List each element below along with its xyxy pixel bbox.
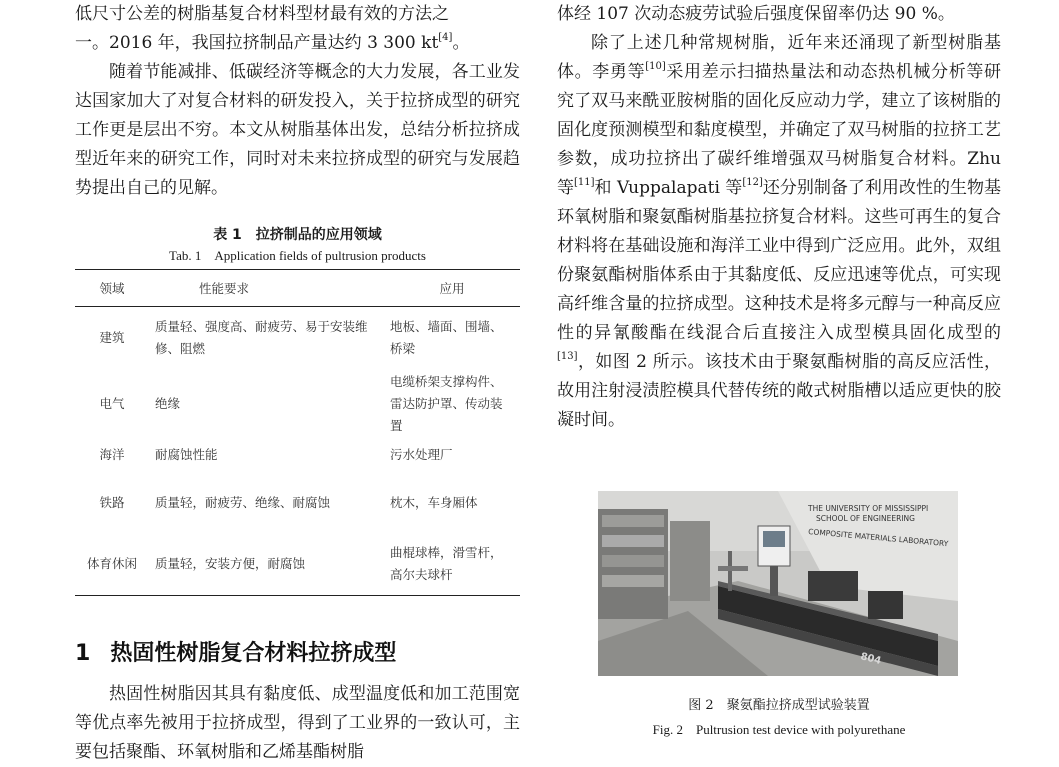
table-cell: 曲棍球棒，滑雪杆，高尔夫球杆 [382, 534, 520, 596]
lab-photo-illustration [598, 491, 958, 676]
paragraph-fatigue-end: 体经 107 次动态疲劳试验后强度保留率仍达 90 %。 [557, 4, 955, 24]
table-cell: 枕木，车身厢体 [390, 494, 478, 510]
citation-ref[interactable]: [11] [574, 177, 595, 188]
right-column [557, 0, 1002, 737]
table-cell: 质量轻、强度高、耐疲劳、易于安装维修、阻燃 [155, 319, 368, 357]
table-row [75, 472, 520, 534]
left-column [75, 0, 520, 762]
citation-ref[interactable]: [13] [557, 351, 578, 362]
table-row [75, 534, 520, 596]
citation-ref[interactable]: [4] [438, 32, 453, 43]
table-cell: 电气 [99, 395, 125, 411]
figure-caption-cn: 图 2 聚氨酯拉挤成型试验装置 [688, 698, 870, 713]
citation-ref[interactable]: [10] [645, 61, 666, 72]
table-cell: 建筑 [99, 330, 125, 346]
table-row [75, 370, 520, 438]
table-cell: 质量轻，安装方便，耐腐蚀 [149, 534, 382, 596]
table-header-row [75, 270, 520, 307]
citation-ref[interactable]: [12] [742, 177, 763, 188]
table-cell: 质量轻，耐疲劳、绝缘、耐腐蚀 [155, 494, 331, 510]
table-header: 性能要求 [149, 270, 382, 307]
table-caption-en: Tab. 1 Application fields of pultrusion products [169, 248, 426, 263]
table-row [75, 307, 520, 370]
figure-caption-en: Fig. 2 Pultrusion test device with polyurethane [652, 722, 906, 737]
applications-table [75, 269, 520, 596]
table-header: 领域 [75, 270, 149, 307]
table-cell: 电缆桥架支撑构件、雷达防护罩、传动装置 [390, 373, 503, 433]
paragraph-background: 随着节能减排、低碳经济等概念的大力发展，各工业发达国家加大了对复合材料的研发投入，关于拉挤成型的研究工作更是层出不穷。本文从树脂基体出发，总结分析拉挤成型近年来的研究工作，同时对未来拉挤成型的研究与发展趋势提出自己的见解。 [75, 62, 520, 198]
sign-line3: COMPOSITE MATERIALS LABORATORY [807, 527, 949, 549]
sign-line2: SCHOOL OF ENGINEERING [816, 514, 915, 523]
section-heading [75, 636, 396, 667]
section-number: 1 [75, 641, 91, 666]
paragraph-thermoset: 热固性树脂因其具有黏度低、成型温度低和加工范围宽等优点率先被用于拉挤成型，得到了工业界的一致认可，主要包括聚酯、环氧树脂和乙烯基酯树脂 [75, 684, 520, 762]
table-header: 应用 [382, 270, 520, 307]
paragraph-intro-end: 低尺寸公差的树脂基复合材料型材最有效的方法之 一。2016 年，我国拉挤制品产量达约 3 300 kt[4]。 [75, 4, 470, 53]
section-title: 热固性树脂复合材料拉挤成型 [110, 641, 397, 666]
table-cell: 体育休闲 [75, 534, 149, 596]
table-cell: 绝缘 [155, 395, 181, 411]
table-cell: 海洋 [99, 446, 125, 462]
table-row [75, 438, 520, 472]
sign-line1: THE UNIVERSITY OF MISSISSIPPI [808, 504, 929, 513]
machine-label: 804 [859, 651, 883, 667]
figure-pultrusion-photo [598, 491, 958, 676]
table-cell: 铁路 [99, 494, 125, 510]
paragraph-new-resins: 除了上述几种常规树脂，近年来还涌现了新型树脂基体。李勇等[10]采用差示扫描热量法和动态热机械分析等研究了双马来酰亚胺树脂的固化反应动力学，建立了该树脂的固化度预测模型和黏度模型，并确定了双马树脂的拉挤工艺参数，成功拉挤出了碳纤维增强双马树脂复合材料。Zhu 等[11]和 Vuppalapati 等[12]还分别制备了利用改性的生物基环氧树脂和聚氨酯树脂基拉挤复合材料。这些可再生的复合材料将在基础设施和海洋工业中得到广泛应用。此外，双组份聚氨酯树脂体系由于其黏度低、反应迅速等优点，可实现高纤维含量的拉挤成型。这种技术是将多元醇与一种高反应性的异氰酸酯在线混合后直接注入成型模具固化成型的[13]，如图 2 所示。该技术由于聚氨酯树脂的高反应活性，故用注射浸渍腔模具代替传统的敞式树脂槽以适应更快的胶凝时间。 [557, 33, 1002, 430]
table-cell: 污水处理厂 [390, 446, 453, 462]
table-cell: 耐腐蚀性能 [155, 446, 218, 462]
table-caption-cn: 表 1 拉挤制品的应用领域 [213, 227, 382, 243]
table-cell: 地板、墙面、围墙、桥梁 [390, 319, 503, 357]
